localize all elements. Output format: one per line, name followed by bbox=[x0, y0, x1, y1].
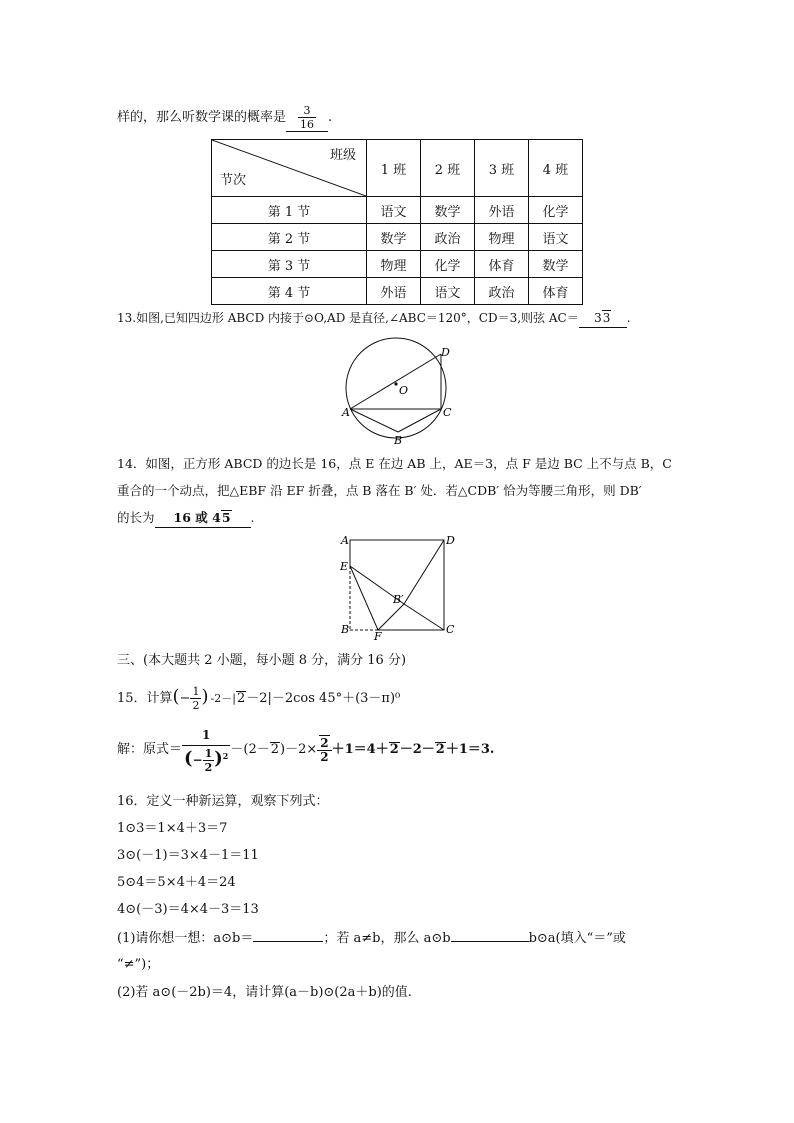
q14-answer: 16 或 45 bbox=[155, 509, 251, 528]
figure-14-square bbox=[338, 532, 460, 640]
q16-part1: (1)请你想一想：a⊙b＝ ；若 a≠b，那么 a⊙b b⊙a(填入“＝”或 bbox=[117, 931, 626, 946]
label-O: O bbox=[399, 384, 409, 397]
table-row: 第 3 节 物理 化学 体育 数学 bbox=[212, 251, 583, 278]
schedule-table bbox=[211, 139, 583, 305]
q15-solution: 解：原式＝ 1 (− $\frac{1}{2}$ )$^2$ －(2－2)－2× $\frac{2}{2}$ ＋1＝4＋2－2－2＋1＝3. bbox=[117, 722, 494, 778]
q13-line: 13.如图,已知四边形 ABCD 内接于⊙O,AD 是直径,∠ABC＝120°，CD＝3,则弦 AC＝ 33 . bbox=[117, 309, 631, 328]
label-D: D bbox=[446, 534, 455, 547]
q15-line: 15．计算(− $\frac{1}{2}$ ) -2－|2－2|－2cos 45°＋(3－π)⁰ bbox=[117, 685, 401, 712]
label-A: A bbox=[342, 406, 350, 419]
q16-example: 1⊙3＝1×4＋3＝7 bbox=[117, 821, 228, 836]
table-header: 2 班 bbox=[421, 140, 475, 197]
corner-top-label: 班级 bbox=[329, 148, 356, 163]
q12-answer: $\frac{3}{16}$ bbox=[286, 104, 328, 132]
q16-example: 4⊙(－3)＝4×4－3＝13 bbox=[117, 902, 259, 917]
table-header: 4 班 bbox=[529, 140, 583, 197]
label-C: C bbox=[443, 406, 452, 419]
answer-blank-1[interactable] bbox=[253, 929, 323, 942]
label-B-prime: B′ bbox=[393, 593, 404, 606]
label-D: D bbox=[441, 346, 450, 359]
table-header: 1 班 bbox=[367, 140, 421, 197]
answer-blank-2[interactable] bbox=[451, 929, 529, 942]
table-header: 3 班 bbox=[475, 140, 529, 197]
figure-13-circle bbox=[340, 334, 456, 446]
label-B: B bbox=[394, 434, 403, 446]
q14-line3: 的长为 16 或 45 . bbox=[117, 509, 255, 528]
q16-example: 3⊙(－1)＝3×4－1＝11 bbox=[117, 848, 259, 863]
table-row: 第 4 节 外语 语文 政治 体育 bbox=[212, 278, 583, 305]
table-row: 第 2 节 数学 政治 物理 语文 bbox=[212, 224, 583, 251]
corner-bottom-label: 节次 bbox=[220, 173, 247, 188]
q13-answer: 33 bbox=[579, 309, 627, 328]
label-B: B bbox=[341, 623, 350, 636]
q14-line2: 重合的一个动点，把△EBF 沿 EF 折叠，点 B 落在 B′ 处．若△CDB′ 恰为等腰三角形，则 DB′ bbox=[117, 483, 642, 498]
label-A: A bbox=[341, 534, 349, 547]
label-C: C bbox=[446, 623, 455, 636]
label-E: E bbox=[340, 560, 349, 573]
label-F: F bbox=[374, 630, 382, 640]
section-3-heading: 三、(本大题共 2 小题，每小题 8 分，满分 16 分) bbox=[117, 653, 407, 668]
q12-line: 样的，那么听数学课的概率是 $\frac{3}{16}$ . bbox=[117, 104, 333, 131]
q14-line1: 14．如图，正方形 ABCD 的边长是 16，点 E 在边 AB 上，AE＝3，点 F 是边 BC 上不与点 B，C bbox=[117, 456, 672, 471]
q16-title: 16．定义一种新运算，观察下列式： bbox=[117, 794, 329, 809]
q16-part2: (2)若 a⊙(－2b)＝4，请计算(a－b)⊙(2a＋b)的值. bbox=[117, 985, 412, 1000]
q16-example: 5⊙4＝5×4＋4＝24 bbox=[117, 875, 236, 890]
q16-part1-cont: “≠”)； bbox=[117, 957, 160, 972]
table-row: 第 1 节 语文 数学 外语 化学 bbox=[212, 197, 583, 224]
table-corner-cell bbox=[212, 140, 367, 197]
